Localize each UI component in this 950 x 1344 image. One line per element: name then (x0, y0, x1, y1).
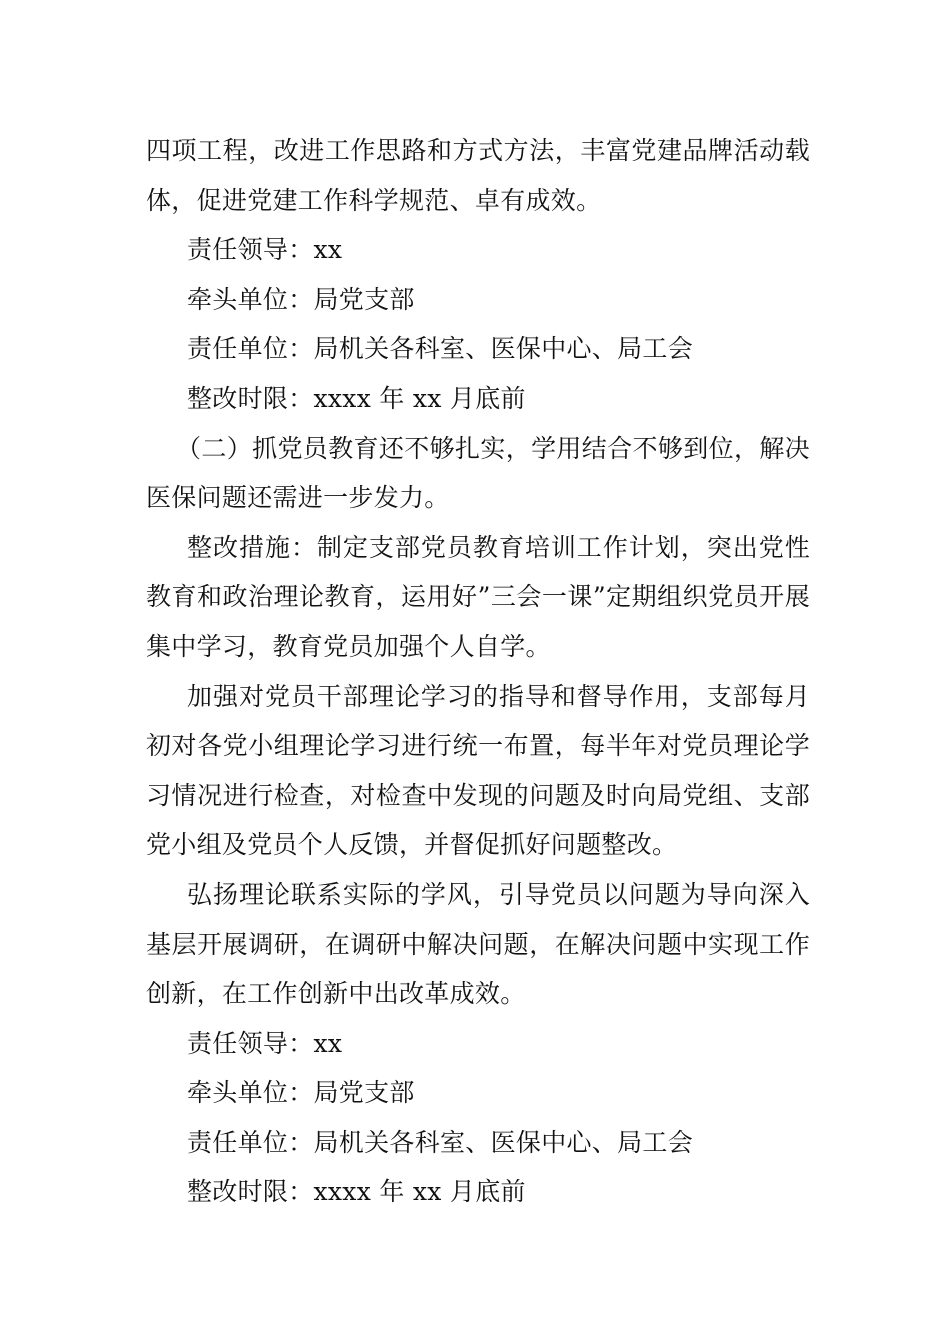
paragraph-continuation: 四项工程，改进工作思路和方式方法，丰富党建品牌活动载体，促进党建工作科学规范、卓有成效。 (146, 136, 810, 215)
study-style-paragraph: 弘扬理论联系实际的学风，引导党员以问题为导向深入基层开展调研，在调研中解决问题，在解决问题中实现工作创新，在工作创新中出改革成效。 (146, 879, 810, 1009)
document-body (146, 126, 810, 1217)
responsible-leader-1: 责任领导：xx (187, 235, 343, 265)
deadline-1: 整改时限：xxxx 年 xx 月底前 (187, 383, 526, 413)
deadline-2: 整改时限：xxxx 年 xx 月底前 (187, 1177, 526, 1207)
responsible-units-2: 责任单位：局机关各科室、医保中心、局工会 (187, 1127, 694, 1157)
guidance-paragraph: 加强对党员干部理论学习的指导和督导作用，支部每月初对各党小组理论学习进行统一布置，每半年对党员理论学习情况进行检查，对检查中发现的问题及时向局党组、支部党小组及党员个人反馈，并督促抓好问题整改。 (146, 681, 810, 860)
rectification-measures: 整改措施：制定支部党员教育培训工作计划，突出党性教育和政治理论教育，运用好”三会一课”定期组织党员开展集中学习，教育党员加强个人自学。 (146, 532, 810, 661)
section-heading-2: （二）抓党员教育还不够扎实，学用结合不够到位，解决医保问题还需进一步发力。 (146, 433, 810, 513)
lead-unit-1: 牵头单位：局党支部 (187, 284, 415, 314)
responsible-units-1: 责任单位：局机关各科室、医保中心、局工会 (187, 334, 694, 364)
responsible-leader-2: 责任领导：xx (187, 1028, 343, 1058)
lead-unit-2: 牵头单位：局党支部 (187, 1078, 415, 1108)
